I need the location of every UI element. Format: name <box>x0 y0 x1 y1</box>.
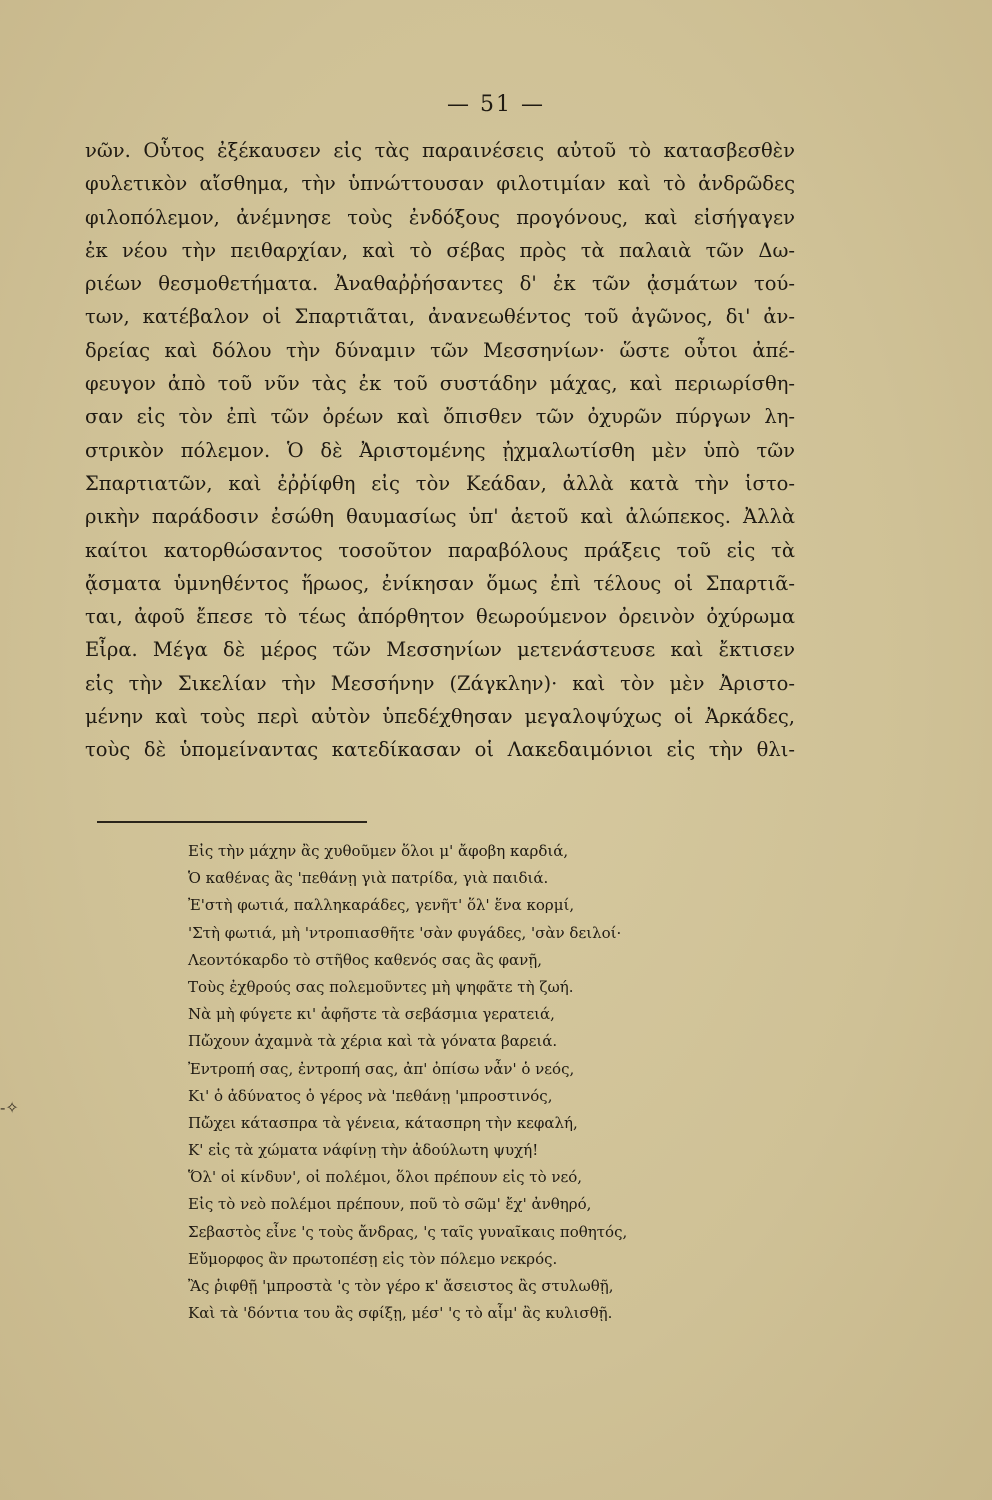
verse-line: Τοὺς ἐχθρούς σας πολεμοῦντες μὴ ψηφᾶτε τὴ ζωή. <box>188 977 574 996</box>
verse-block <box>188 838 748 1327</box>
prose-line: εἰς τὴν Σικελίαν τὴν Μεσσήνην (Ζάγκλην)· καὶ τὸν μὲν Ἀριστο- <box>85 671 795 695</box>
verse-line: Κι' ὁ ἀδύνατος ὁ γέρος νὰ 'πεθάνῃ 'μπροστινός, <box>188 1086 553 1105</box>
prose-line: Σπαρτιατῶν, καὶ ἐῤῥίφθη εἰς τὸν Κεάδαν, ἀλλὰ κατὰ τὴν ἱστο- <box>85 471 795 495</box>
verse-line: Ἂς ῥιφθῇ 'μπροστὰ 'ς τὸν γέρο κ' ἄσειστος ἂς στυλωθῇ, <box>188 1277 614 1295</box>
verse-line: Σεβαστὸς εἶνε 'ς τοὺς ἄνδρας, 'ς ταῖς γυναῖκαις ποθητός, <box>188 1222 628 1241</box>
page-number: — 51 — <box>447 92 545 117</box>
prose-line: Εἶρα. Μέγα δὲ μέρος τῶν Μεσσηνίων μετενάστευσε καὶ ἔκτισεν <box>85 638 795 662</box>
prose-line: μένην καὶ τοὺς περὶ αὐτὸν ὑπεδέχθησαν μεγαλοψύχως οἱ Ἀρκάδες, <box>85 705 795 729</box>
verse-line: Καὶ τὰ 'δόντια του ἂς σφίξῃ, μέσ' 'ς τὸ αἷμ' ἂς κυλισθῇ. <box>188 1304 613 1323</box>
verse-line: Εἰς τὴν μάχην ἂς χυθοῦμεν ὅλοι μ' ἄφοβη καρδιά, <box>188 842 569 860</box>
prose-line: καίτοι κατορθώσαντος τοσοῦτον παραβόλους πράξεις τοῦ εἰς τὰ <box>85 538 795 562</box>
prose-line: νῶν. Οὗτος ἐξέκαυσεν εἰς τὰς παραινέσεις αὐτοῦ τὸ κατασβεσθὲν <box>85 139 795 162</box>
verse-line: Λεοντόκαρδο τὸ στῆθος καθενός σας ἂς φανῇ, <box>188 950 543 969</box>
margin-mark: -✧ <box>0 1098 19 1117</box>
verse-line: Κ' εἰς τὰ χώματα νάφίνῃ τὴν ἀδούλωτη ψυχή! <box>188 1141 539 1160</box>
prose-line: των, κατέβαλον οἱ Σπαρτιᾶται, ἀνανεωθέντος τοῦ ἀγῶνος, δι' ἀν- <box>85 305 795 329</box>
prose-line: τοὺς δὲ ὑπομείναντας κατεδίκασαν οἱ Λακεδαιμόνιοι εἰς τὴν θλι- <box>85 738 795 762</box>
prose-line: δρείας καὶ δόλου τὴν δύναμιν τῶν Μεσσηνίων· ὥστε οὗτοι ἀπέ- <box>85 338 795 362</box>
verse-line: Ὁ καθένας ἂς 'πεθάνῃ γιὰ πατρίδα, γιὰ παιδιά. <box>188 869 549 888</box>
prose-line: ται, ἀφοῦ ἔπεσε τὸ τέως ἀπόρθητον θεωρούμενον ὀρεινὸν ὀχύρωμα <box>85 605 795 629</box>
verse-line: Εὔμορφος ἂν πρωτοπέσῃ εἰς τὸν πόλεμο νεκρός. <box>188 1249 558 1268</box>
prose-line: ᾄσματα ὑμνηθέντος ἥρωος, ἐνίκησαν ὅμως ἐπὶ τέλους οἱ Σπαρτιᾶ- <box>85 571 795 595</box>
footnote-divider <box>97 821 367 823</box>
verse-line: Εἰς τὸ νεὸ πολέμοι πρέπουν, ποῦ τὸ σῶμ' ἔχ' ἀνθηρό, <box>188 1195 592 1214</box>
prose-line: φυλετικὸν αἴσθημα, τὴν ὑπνώττουσαν φιλοτιμίαν καὶ τὸ ἀνδρῶδες <box>85 172 795 196</box>
verse-line: Ἐντροπή σας, ἐντροπή σας, ἀπ' ὀπίσω νἆν' ὁ νεός, <box>188 1059 575 1078</box>
verse-line: Νὰ μὴ φύγετε κι' ἀφῆστε τὰ σεβάσμια γερατειά, <box>188 1005 555 1024</box>
prose-line: στρικὸν πόλεμον. Ὁ δὲ Ἀριστομένης ᾐχμαλωτίσθη μὲν ὑπὸ τῶν <box>85 438 795 462</box>
prose-line: ἐκ νέου τὴν πειθαρχίαν, καὶ τὸ σέβας πρὸς τὰ παλαιὰ τῶν Δω- <box>85 238 795 262</box>
prose-line: ριέων θεσμοθετήματα. Ἀναθαῤῥήσαντες δ' ἐκ τῶν ᾀσμάτων τού- <box>85 272 795 296</box>
verse-line: 'Στὴ φωτιά, μὴ 'ντροπιασθῆτε 'σὰν φυγάδες, 'σὰν δειλοί· <box>188 923 622 942</box>
prose-line: σαν εἰς τὸν ἐπὶ τῶν ὀρέων καὶ ὄπισθεν τῶν ὀχυρῶν πύργων λη- <box>85 405 795 429</box>
verse-line: Πὤχει κάτασπρα τὰ γένεια, κάτασπρη τὴν κεφαλή, <box>188 1113 578 1132</box>
prose-line: φευγον ἀπὸ τοῦ νῦν τὰς ἐκ τοῦ συστάδην μάχας, καὶ περιωρίσθη- <box>85 372 795 396</box>
verse-line: Πὤχουν ἀχαμνὰ τὰ χέρια καὶ τὰ γόνατα βαρειά. <box>188 1032 558 1051</box>
prose-line: φιλοπόλεμον, ἀνέμνησε τοὺς ἐνδόξους προγόνους, καὶ εἰσήγαγεν <box>85 205 795 229</box>
verse-line: Ἐ'στὴ φωτιά, παλληκαράδες, γενῆτ' ὅλ' ἕνα κορμί, <box>188 896 575 915</box>
prose-block <box>85 134 795 767</box>
prose-line: ρικὴν παράδοσιν ἐσώθη θαυμασίως ὑπ' ἀετοῦ καὶ ἀλώπεκος. Ἀλλὰ <box>85 505 795 529</box>
verse-line: Ὅλ' οἱ κίνδυν', οἱ πολέμοι, ὅλοι πρέπουν εἰς τὸ νεό, <box>188 1168 583 1187</box>
